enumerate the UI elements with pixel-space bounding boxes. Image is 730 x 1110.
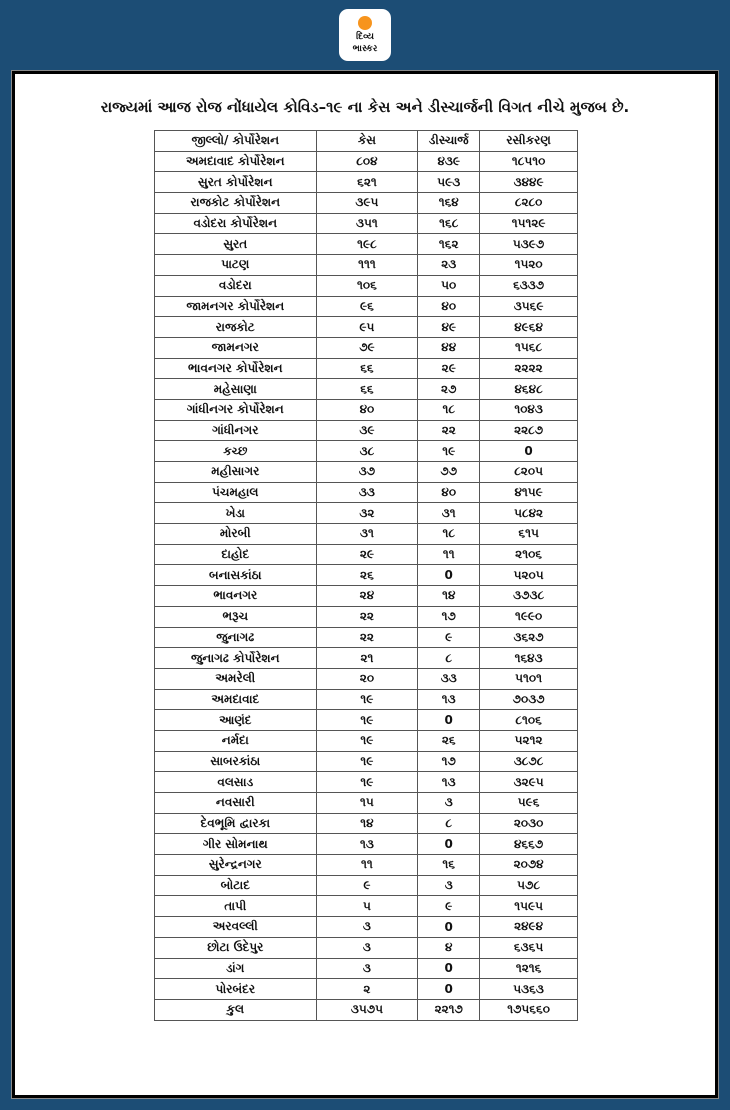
cell-discharge: 0 [418,710,480,731]
cell-discharge: ૩૧ [418,503,480,524]
cell-cases: ૨૪ [316,586,418,607]
table-row [155,648,578,669]
cell-cases: ૩૨ [316,503,418,524]
cell-cases: ૨૨ [316,606,418,627]
cell-district: ખેડા [155,503,317,524]
cell-district: ભાવનગર [155,586,317,607]
table-header-row [155,131,578,152]
cell-discharge: ૧૭ [418,751,480,772]
cell-cases: ૧૯૮ [316,234,418,255]
cell-district: દાહોદ [155,544,317,565]
cell-district: ગાંધીનગર કોર્પોરેશન [155,399,317,420]
cell-discharge: ૪૯ [418,317,480,338]
cell-cases: ૩ [316,958,418,979]
table-row [155,606,578,627]
cell-discharge: ૧૩ [418,772,480,793]
table-row [155,151,578,172]
cell-discharge: ૨૯ [418,358,480,379]
cell-discharge: ૪૪ [418,337,480,358]
cell-vaccination: ૫૮૪૨ [480,503,578,524]
cell-district: ગીર સોમનાથ [155,834,317,855]
cell-cases: ૧૩ [316,834,418,855]
cell-discharge: ૪૩૯ [418,151,480,172]
cell-district: ડાંગ [155,958,317,979]
cell-vaccination: ૫૧૦૧ [480,668,578,689]
table-row [155,813,578,834]
cell-vaccination: ૨૧૦૬ [480,544,578,565]
cell-vaccination: ૨૦૭૪ [480,855,578,876]
cell-vaccination: ૧૫૧૨૯ [480,213,578,234]
cell-district: ગાંધીનગર [155,420,317,441]
cell-cases: ૩ [316,937,418,958]
cell-discharge: 0 [418,917,480,938]
cell-vaccination: ૧૦૪૩ [480,399,578,420]
cell-vaccination: ૨૦૩૦ [480,813,578,834]
cell-district: મહેસાણા [155,379,317,400]
cell-district: અમદાવાદ [155,689,317,710]
cell-discharge: ૧૪ [418,586,480,607]
cell-discharge: 0 [418,565,480,586]
table-row [155,710,578,731]
cell-vaccination: ૧૫૨૦ [480,255,578,276]
table-row [155,337,578,358]
cell-district: વડોદરા [155,275,317,296]
cell-district: પોરબંદર [155,979,317,1000]
cell-cases: ૭૯ [316,337,418,358]
total-vaccination: ૧૭૫૬૬૦ [480,999,578,1020]
cell-district: પાટણ [155,255,317,276]
cell-district: આણંદ [155,710,317,731]
table-row [155,751,578,772]
cell-discharge: ૩ [418,875,480,896]
table-row [155,275,578,296]
cell-vaccination: ૩૮૭૮ [480,751,578,772]
cell-district: મહીસાગર [155,462,317,483]
table-row [155,793,578,814]
cell-vaccination: ૧૬૪૩ [480,648,578,669]
table-row [155,668,578,689]
table-row [155,503,578,524]
cell-district: વલસાડ [155,772,317,793]
cell-vaccination: ૫૩૯૭ [480,234,578,255]
cell-district: જુનાગઢ કોર્પોરેશન [155,648,317,669]
cell-cases: ૫ [316,896,418,917]
cell-district: દેવભૂમિ દ્વારકા [155,813,317,834]
cell-vaccination: ૮૨૮૦ [480,193,578,214]
cell-vaccination: ૫૨૦૫ [480,565,578,586]
cell-vaccination: ૬૧૫ [480,524,578,545]
cell-vaccination: ૧૫૬૮ [480,337,578,358]
cell-discharge: 0 [418,834,480,855]
logo-text-line1: દિવ્ય [356,32,374,42]
cell-vaccination: ૪૬૬૭ [480,834,578,855]
cell-cases: ૬૨૧ [316,172,418,193]
cell-district: જુનાગઢ [155,627,317,648]
cell-district: ભરૂચ [155,606,317,627]
cell-discharge: ૨૬ [418,730,480,751]
table-row [155,358,578,379]
cell-cases: ૨૨ [316,627,418,648]
sun-icon [358,16,372,30]
cell-district: બોટાદ [155,875,317,896]
cell-discharge: ૮ [418,813,480,834]
cell-discharge: ૪૦ [418,482,480,503]
table-row [155,730,578,751]
header-cases: કેસ [316,131,418,152]
cell-cases: ૧૧૧ [316,255,418,276]
cell-cases: ૧૫ [316,793,418,814]
table-row [155,213,578,234]
cell-cases: ૯૬ [316,296,418,317]
cell-vaccination: ૮૧૦૬ [480,710,578,731]
cell-vaccination: ૫૯૬ [480,793,578,814]
cell-vaccination: ૫૨૧૨ [480,730,578,751]
cell-cases: ૬૬ [316,358,418,379]
cell-cases: ૧૯ [316,710,418,731]
cell-cases: ૨૦ [316,668,418,689]
total-cases: ૩૫૭૫ [316,999,418,1020]
table-row [155,399,578,420]
cell-vaccination: ૩૭૩૮ [480,586,578,607]
cell-discharge: ૧૬૨ [418,234,480,255]
cell-vaccination: ૫૩૬૩ [480,979,578,1000]
cell-district: સુરત [155,234,317,255]
cell-district: વડોદરા કોર્પોરેશન [155,213,317,234]
table-row [155,772,578,793]
cell-cases: ૨૯ [316,544,418,565]
cell-cases: ૩૭ [316,462,418,483]
cell-discharge: ૨૨ [418,420,480,441]
cell-district: મોરબી [155,524,317,545]
cell-vaccination: ૬૩૩૭ [480,275,578,296]
cell-discharge: ૧૬૮ [418,213,480,234]
cell-discharge: 0 [418,979,480,1000]
cell-cases: ૯૫ [316,317,418,338]
table-row [155,524,578,545]
cell-district: ભાવનગર કોર્પોરેશન [155,358,317,379]
total-discharge: ૨૨૧૭ [418,999,480,1020]
cell-cases: ૧૯ [316,751,418,772]
cell-discharge: ૮ [418,648,480,669]
cell-vaccination: ૩૫૬૯ [480,296,578,317]
header-vaccination: રસીકરણ [480,131,578,152]
cell-cases: ૨૧ [316,648,418,669]
table-row [155,917,578,938]
cell-vaccination: ૩૪૪૯ [480,172,578,193]
table-row [155,979,578,1000]
cell-vaccination: ૨૪૯૪ [480,917,578,938]
cell-cases: ૩૧ [316,524,418,545]
cell-cases: ૨૬ [316,565,418,586]
cell-vaccination: ૬૩૬૫ [480,937,578,958]
header-district: જીલ્લો/ કોર્પોરેશન [155,131,317,152]
headline: રાજ્યમાં આજ રોજ નોંધાયેલ કોવિડ–૧૯ ના કેસ અને ડીસ્ચાર્જની વિગત નીચે મુજબ છે. [100,98,630,116]
cell-discharge: ૩ [418,793,480,814]
cell-vaccination: ૭૦૩૭ [480,689,578,710]
cell-discharge: ૧૮ [418,399,480,420]
cell-discharge: ૯ [418,627,480,648]
table-row [155,958,578,979]
cell-cases: ૨ [316,979,418,1000]
cell-discharge: ૧૧ [418,544,480,565]
cell-cases: ૧૯ [316,689,418,710]
cell-vaccination: ૩૨૯૫ [480,772,578,793]
table-row [155,586,578,607]
table-row [155,627,578,648]
cell-district: નર્મદા [155,730,317,751]
cell-cases: ૮૦૪ [316,151,418,172]
table-row [155,317,578,338]
table-row [155,193,578,214]
cell-vaccination: ૨૨૨૨ [480,358,578,379]
cell-discharge: 0 [418,958,480,979]
cell-discharge: ૧૭ [418,606,480,627]
cell-discharge: ૨૭ [418,379,480,400]
cell-district: છોટા ઉદેપુર [155,937,317,958]
cell-discharge: ૧૬ [418,855,480,876]
cell-cases: ૧૪ [316,813,418,834]
cell-discharge: ૫૦ [418,275,480,296]
cell-district: જામનગર કોર્પોરેશન [155,296,317,317]
header-discharge: ડીસ્ચાર્જ [418,131,480,152]
cell-discharge: ૧૬૪ [418,193,480,214]
cell-district: જામનગર [155,337,317,358]
cell-vaccination: ૮૨૦૫ [480,462,578,483]
table-row [155,689,578,710]
cell-district: સુરત કોર્પોરેશન [155,172,317,193]
cell-cases: ૪૦ [316,399,418,420]
cell-cases: ૩૩ [316,482,418,503]
cell-discharge: ૧૯ [418,441,480,462]
table-row [155,234,578,255]
cell-vaccination: ૩૬૨૭ [480,627,578,648]
cell-vaccination: ૪૧૫૯ [480,482,578,503]
table-row [155,482,578,503]
cell-district: નવસારી [155,793,317,814]
table-row [155,834,578,855]
cell-district: પંચમહાલ [155,482,317,503]
divya-bhaskar-logo [339,9,391,61]
cell-cases: ૩ [316,917,418,938]
cell-discharge: ૧૮ [418,524,480,545]
cell-discharge: ૩૩ [418,668,480,689]
cell-district: અમદાવાદ કોર્પોરેશન [155,151,317,172]
table-row [155,420,578,441]
cell-vaccination: ૧૨૧૬ [480,958,578,979]
cell-vaccination: ૫૭૮ [480,875,578,896]
cell-district: સુરેન્દ્રનગર [155,855,317,876]
cell-cases: ૩૮ [316,441,418,462]
cell-discharge: ૪૦ [418,296,480,317]
table-row [155,875,578,896]
cell-vaccination: ૨૨૮૭ [480,420,578,441]
table-row [155,296,578,317]
cell-cases: ૩૫૧ [316,213,418,234]
table-row [155,172,578,193]
cell-district: બનાસકાંઠા [155,565,317,586]
cell-discharge: ૪ [418,937,480,958]
table-row [155,565,578,586]
cell-vaccination: 0 [480,441,578,462]
cell-cases: ૯ [316,875,418,896]
logo-text-line2: ભાસ્કર [352,44,378,54]
cell-district: રાજકોટ કોર્પોરેશન [155,193,317,214]
cell-vaccination: ૧૮૫૧૦ [480,151,578,172]
cell-district: કચ્છ [155,441,317,462]
cell-district: રાજકોટ [155,317,317,338]
table-total-row [155,999,578,1020]
total-label: કુલ [155,999,317,1020]
cell-vaccination: ૧૯૯૦ [480,606,578,627]
cell-cases: ૧૧ [316,855,418,876]
cell-vaccination: ૪૯૬૪ [480,317,578,338]
cell-district: સાબરકાંઠા [155,751,317,772]
cell-cases: ૩૯૫ [316,193,418,214]
covid-district-table [154,130,578,1021]
document-panel [12,71,718,1098]
cell-district: અમરેલી [155,668,317,689]
table-row [155,255,578,276]
table-row [155,896,578,917]
cell-cases: ૧૯ [316,772,418,793]
cell-discharge: ૯ [418,896,480,917]
cell-district: અરવલ્લી [155,917,317,938]
table-row [155,937,578,958]
cell-discharge: ૧૩ [418,689,480,710]
table-row [155,544,578,565]
table-row [155,855,578,876]
cell-cases: ૩૯ [316,420,418,441]
cell-cases: ૧૯ [316,730,418,751]
cell-vaccination: ૪૬૪૮ [480,379,578,400]
table-row [155,441,578,462]
cell-district: તાપી [155,896,317,917]
cell-cases: ૬૬ [316,379,418,400]
table-body [155,151,578,999]
cell-discharge: ૭૭ [418,462,480,483]
table-row [155,379,578,400]
cell-vaccination: ૧૫૯૫ [480,896,578,917]
table-row [155,462,578,483]
cell-discharge: ૫૯૩ [418,172,480,193]
cell-discharge: ૨૩ [418,255,480,276]
cell-cases: ૧૦૬ [316,275,418,296]
